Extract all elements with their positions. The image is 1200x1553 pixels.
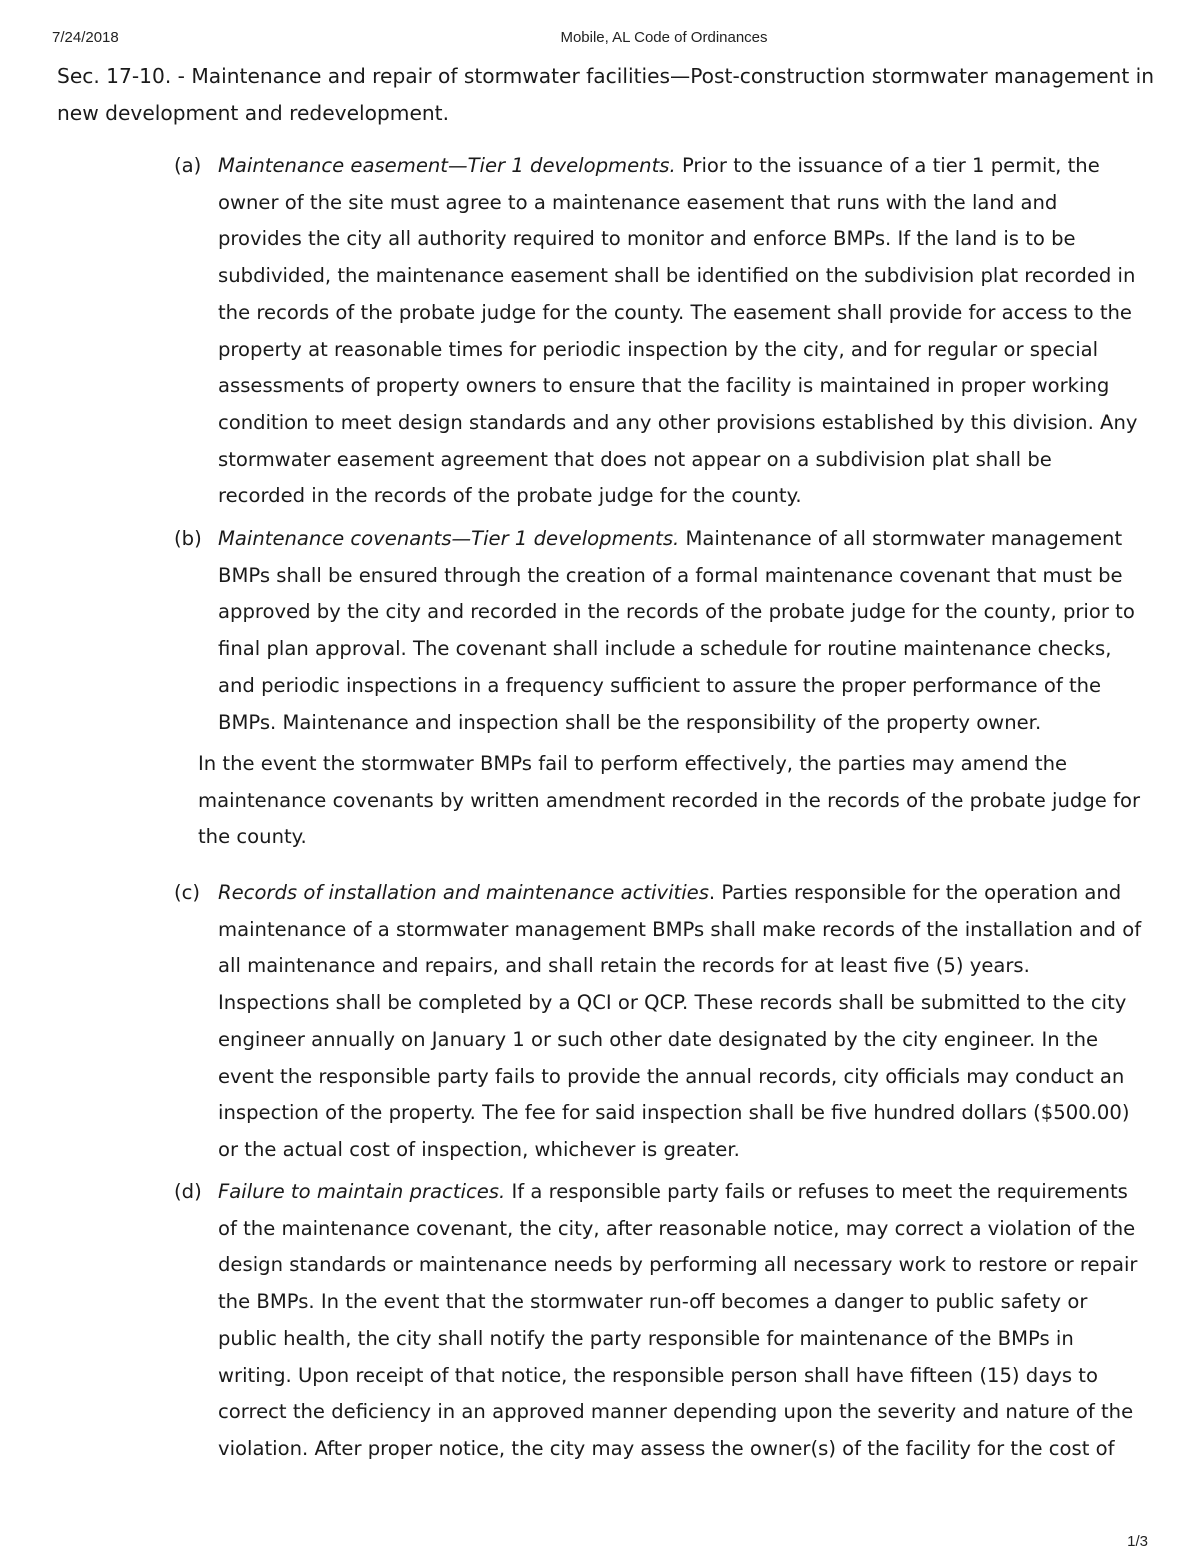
subsection-b-note: In the event the stormwater BMPs fail to perform effectively, the parties may amend the maintenance covenants by written amendment recorded in the records of the probate judge for the county. xyxy=(198,752,1141,849)
subsection-text: Maintenance of all stormwater management BMPs shall be ensured through the creation of a formal maintenance covenant that must be approved by the city and recorded in the records of the probate judge for the county, prior to final plan approval. The covenant shall include a schedule for routine maintenance checks, and periodic inspections in a frequency sufficient to assure the proper performance of the BMPs. Maintenance and inspection shall be the responsibility of the property owner. xyxy=(218,527,1135,734)
subsection-label: (a) xyxy=(174,154,202,177)
subsection-text: Prior to the issuance of a tier 1 permit, the owner of the site must agree to a maintenance easement that runs with the land and provides the city all authority required to monitor and enforce BMPs. If the land is to be subdivided, the maintenance easement shall be identified on the subdivision plat recorded in the records of the probate judge for the county. The easement shall provide for access to the property at reasonable times for periodic inspection by the city, and for regular or special assessments of property owners to ensure that the facility is maintained in proper working condition to meet design standards and any other provisions established by this division. Any stormwater easement agreement that does not appear on a subdivision plat shall be recorded in the records of the probate judge for the county. xyxy=(218,154,1138,508)
subsection-c xyxy=(174,875,1143,1169)
subsection-text: . Parties responsible for the operation and maintenance of a stormwater management BMPs shall make records of the installation and of all maintenance and repairs, and shall retain the records for at least five (5) years. Inspections shall be completed by a QCI or QCP. These records shall be submitted to the city engineer annually on January 1 or such other date designated by the city engineer. In the event the responsible party fails to provide the annual records, city officials may conduct an inspection of the property. The fee for said inspection shall be five hundred dollars ($500.00) or the actual cost of inspection, whichever is greater. xyxy=(218,881,1142,1161)
print-header-date: 7/24/2018 xyxy=(52,29,119,46)
subsection-heading: Maintenance covenants—Tier 1 developments. xyxy=(218,527,680,550)
subsection-label: (b) xyxy=(174,527,202,550)
subsection-heading: Maintenance easement—Tier 1 developments. xyxy=(218,154,676,177)
subsection-a xyxy=(174,148,1143,515)
section-title: Sec. 17-10. - Maintenance and repair of stormwater facilities—Post-construction stormwater management in new development and redevelopment. xyxy=(57,64,1155,125)
page-number: 1/3 xyxy=(1127,1533,1148,1550)
print-header-title: Mobile, AL Code of Ordinances xyxy=(560,29,768,46)
subsection-d xyxy=(174,1174,1143,1468)
subsection-label: (d) xyxy=(174,1180,202,1203)
subsection-label: (c) xyxy=(174,881,201,904)
subsection-text: If a responsible party fails or refuses to meet the requirements of the maintenance covenant, the city, after reasonable notice, may correct a violation of the design standards or maintenance needs by performing all necessary work to restore or repair the BMPs. In the event that the stormwater run-off becomes a danger to public safety or public health, the city shall notify the party responsible for maintenance of the BMPs in writing. Upon receipt of that notice, the responsible person shall have fifteen (15) days to correct the deficiency in an approved manner depending upon the severity and nature of the violation. After proper notice, the city may assess the owner(s) of the facility for the cost of xyxy=(218,1180,1138,1460)
subsection-b xyxy=(174,521,1143,741)
subsection-heading: Records of installation and maintenance activities xyxy=(218,881,709,904)
subsection-heading: Failure to maintain practices. xyxy=(218,1180,506,1203)
